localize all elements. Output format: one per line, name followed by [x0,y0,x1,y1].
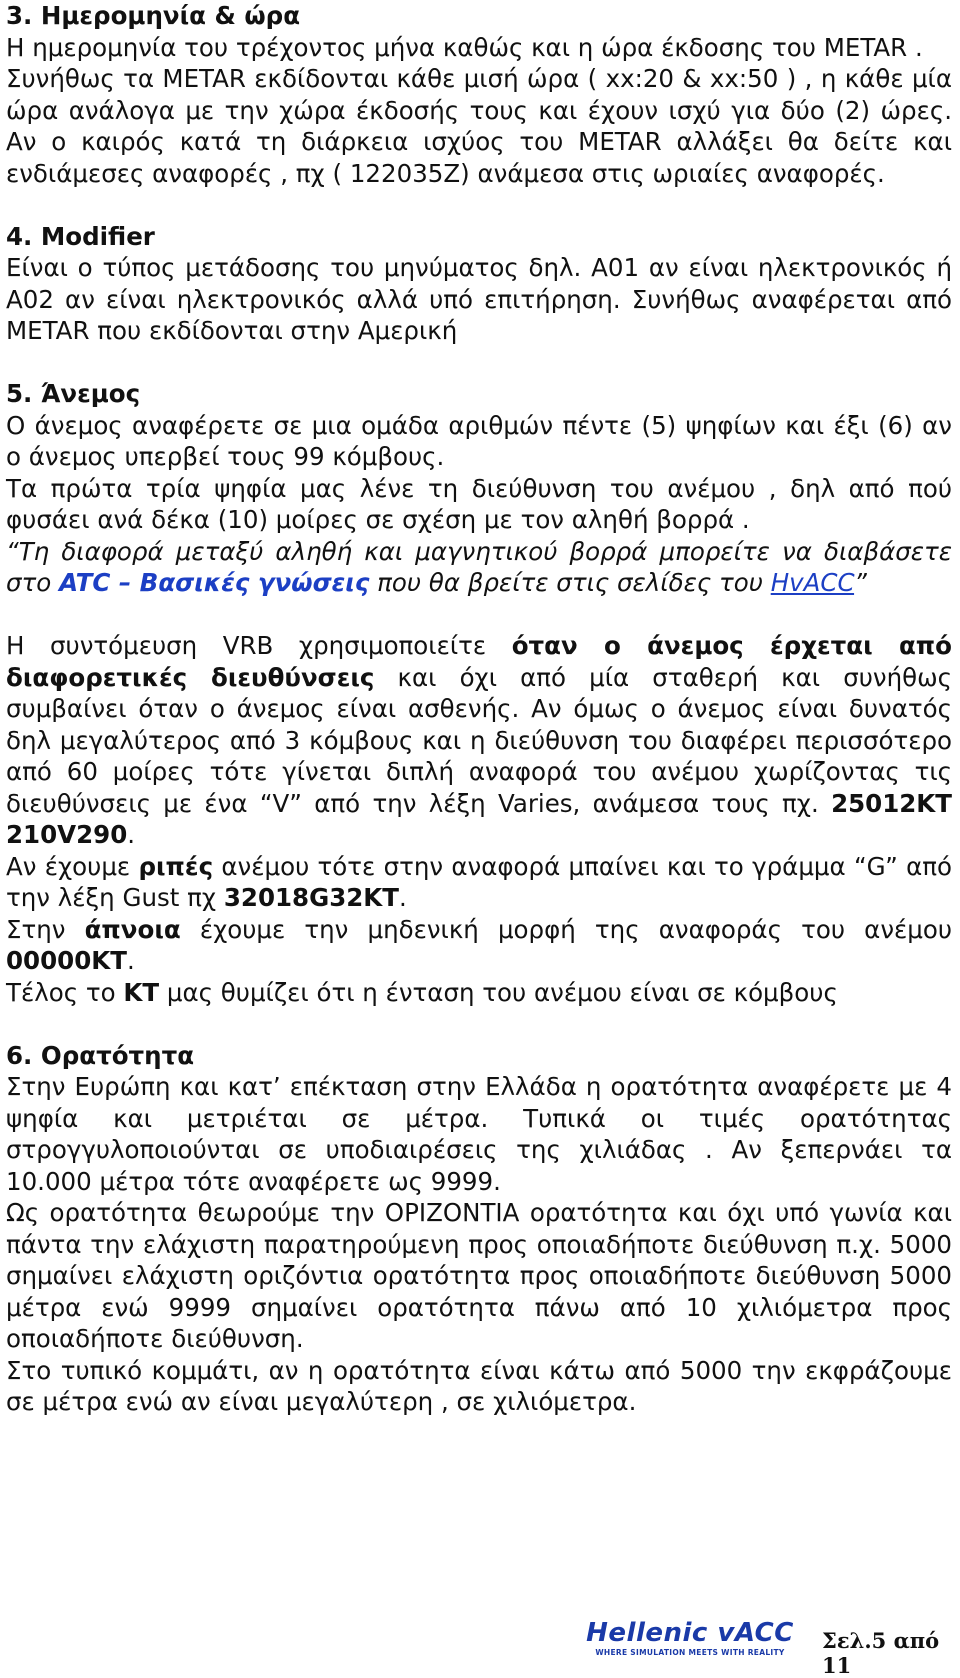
paragraph: Τέλος το KT μας θυμίζει ότι η ένταση του ανέμου είναι σε κόμβους [6,977,838,1007]
logo-wordmark: Hellenic vACC [586,1618,794,1648]
paragraph: Η ημερομηνία του τρέχοντος μήνα καθώς και η ώρα έκδοσης του METAR . [6,32,923,62]
page-footer [0,1618,960,1678]
paragraph: Συνήθως τα METAR εκδίδονται κάθε μισή ώρα ( xx:20 & xx:50 ) , η κάθε μία ώρα ανάλογα με την χώρα έκδοσής τους και έχουν ισχύ για δύο (2) ώρες. Αν ο καιρός κατά τη διάρκεια ισχύος του METAR αλλάξει θα δείτε και ενδιάμεσες αναφορές , πχ ( 122035Z) ανάμεσα στις ωριαίες αναφορές. [6,64,952,188]
paragraph: Στο τυπικό κομμάτι, αν η ορατότητα είναι κάτω από 5000 την εκφράζουμε σε μέτρα ενώ αν είναι μεγαλύτερη , σε χιλιόμετρα. [6,1355,952,1416]
hellenic-vacc-logo [575,1618,805,1657]
wind-example: 25012KT 210V290 [6,788,952,849]
section-heading-visibility: 6. Ορατότητα [6,1040,195,1070]
page-number: Σελ.5 από 11 [822,1628,940,1678]
paragraph: Αν έχουμε ριπές ανέμου τότε στην αναφορά μπαίνει και το γράμμα “G” από την λέξη Gust πχ 32018G32KT. [6,851,952,912]
atc-basics-reference: ATC – Βασικές γνώσεις [59,568,370,597]
paragraph: Η συντόμευση VRB χρησιμοποιείτε όταν ο άνεμος έρχεται από διαφορετικές διευθύνσεις και όχι από μία σταθερή και συνήθως συμβαίνει όταν ο άνεμος είναι ασθενής. Αν όμως ο άνεμος είναι δυνατός δηλ μεγαλύτερος από 3 κόμβους και η διεύθυνση του διαφέρει περισσότερο από 60 μοίρες τότε γίνεται διπλή αναφορά του ανέμου χωρίζοντας τις διευθύνσεις με ένα “V” από την λέξη Varies, ανάμεσα τους πχ. 25012KT 210V290. [6,631,953,849]
section-heading-date-time: 3. Ημερομηνία & ώρα [6,1,301,30]
section-heading-modifier: 4. Modifier [6,221,155,251]
note-paragraph: “Τη διαφορά μεταξύ αληθή και μαγνητικού βορρά μπορείτε να διαβάσετε στο ATC – Βασικές γνώσεις που θα βρείτε στις σελίδες του HvACC” [6,536,952,597]
hvacc-link[interactable]: HvACC [770,568,855,597]
section-heading-wind: 5. Άνεμος [6,379,141,408]
paragraph: Στην άπνοια έχουμε την μηδενική μορφή της αναφοράς του ανέμου 00000KT. [6,914,952,975]
document-page [6,0,952,1418]
paragraph: Στην Ευρώπη και κατ’ επέκταση στην Ελλάδα η ορατότητα αναφέρετε με 4 ψηφία και μετριέται σε μέτρα. Τυπικά οι τιμές ορατότητας στρογγυλοποιούνται σε υποδιαιρέσεις της χιλιάδας . Αν ξεπερνάει τα 10.000 μέτρα τότε αναφέρετε ως 9999. [6,1072,952,1196]
gust-example: 32018G32KT [223,883,399,912]
calm-example: 00000KT [6,946,127,975]
paragraph: Ως ορατότητα θεωρούμε την ΟΡΙΖΟΝΤΙΑ ορατότητα και όχι υπό γωνία και πάντα την ελάχιστη παρατηρούμενη προς οποιαδήποτε διεύθυνση π.χ. 5000 σημαίνει ελάχιστη οριζόντια ορατότητα προς οποιαδήποτε διεύθυνση 5000 μέτρα ενώ 9999 σημαίνει ορατότητα πάνω από 10 χιλιόμετρα προς οποιαδήποτε διεύθυνση. [6,1198,952,1353]
paragraph: Τα πρώτα τρία ψηφία μας λένε τη διεύθυνση του ανέμου , δηλ από πού φυσάει ανά δέκα (10) μοίρες σε σχέση με τον αληθή βορρά . [6,473,952,534]
logo-tagline: WHERE SIMULATION MEETS WITH REALITY [595,1648,785,1657]
paragraph: Είναι ο τύπος μετάδοσης του μηνύματος δηλ. Α01 αν είναι ηλεκτρονικός ή Α02 αν είναι ηλεκτρονικός αλλά υπό επιτήρηση. Συνήθως αναφέρεται από METAR που εκδίδονται στην Αμερική [6,253,952,345]
paragraph: Ο άνεμος αναφέρετε σε μια ομάδα αριθμών πέντε (5) ψηφίων και έξι (6) αν ο άνεμος υπερβεί τους 99 κόμβους. [6,410,952,471]
